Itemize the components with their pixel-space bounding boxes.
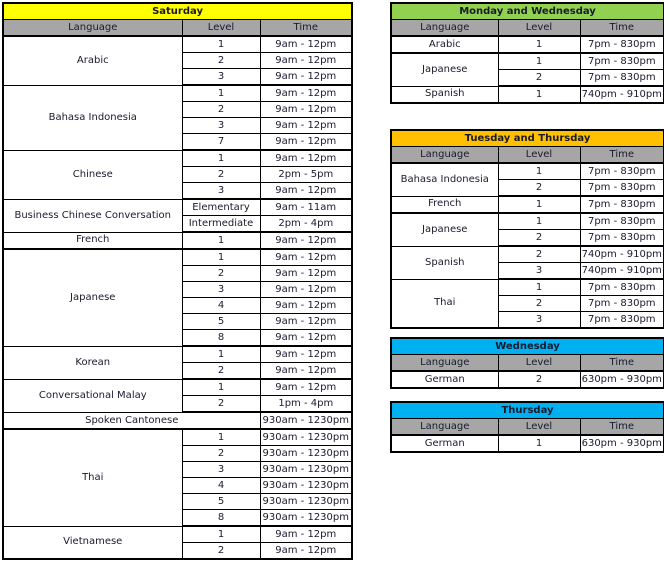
column-header-level: Level bbox=[498, 20, 580, 37]
column-header-language: Language bbox=[391, 355, 498, 372]
schedule-title: Wednesday bbox=[391, 338, 664, 355]
table-row bbox=[391, 435, 664, 452]
time-cell: 9am - 12pm bbox=[260, 314, 352, 330]
time-cell: 7pm - 830pm bbox=[580, 70, 664, 87]
level-cell: 3 bbox=[498, 263, 580, 280]
time-cell: 9am - 12pm bbox=[260, 150, 352, 167]
time-cell: 9am - 12pm bbox=[260, 53, 352, 69]
level-cell: 4 bbox=[182, 298, 260, 314]
level-cell: 1 bbox=[498, 279, 580, 296]
time-cell: 930am - 1230pm bbox=[260, 462, 352, 478]
level-cell: 1 bbox=[182, 85, 260, 102]
language-cell: French bbox=[3, 232, 182, 249]
level-cell: 2 bbox=[182, 446, 260, 462]
level-cell: 2 bbox=[182, 266, 260, 282]
level-cell: 3 bbox=[182, 118, 260, 134]
time-cell: 9am - 12pm bbox=[260, 134, 352, 151]
level-cell: Intermediate bbox=[182, 216, 260, 233]
language-cell: Korean bbox=[3, 346, 182, 379]
language-cell: Japanese bbox=[3, 249, 182, 346]
level-cell: 1 bbox=[182, 429, 260, 446]
level-cell: 2 bbox=[498, 246, 580, 263]
level-cell: 2 bbox=[498, 296, 580, 312]
time-cell: 9am - 12pm bbox=[260, 330, 352, 347]
time-cell: 9am - 12pm bbox=[260, 118, 352, 134]
table-row bbox=[391, 246, 664, 263]
level-cell: 2 bbox=[182, 53, 260, 69]
saturday-table bbox=[2, 2, 353, 560]
time-cell: 930am - 1230pm bbox=[260, 478, 352, 494]
level-cell: 1 bbox=[498, 36, 580, 53]
time-cell: 9am - 12pm bbox=[260, 232, 352, 249]
language-cell: French bbox=[391, 196, 498, 213]
time-cell: 9am - 12pm bbox=[260, 363, 352, 380]
time-cell: 9am - 12pm bbox=[260, 543, 352, 560]
title-row bbox=[3, 3, 352, 20]
time-cell: 9am - 12pm bbox=[260, 183, 352, 200]
monday-wednesday-table bbox=[390, 2, 664, 104]
language-cell: Japanese bbox=[391, 213, 498, 246]
level-cell: 2 bbox=[498, 371, 580, 388]
level-cell: 1 bbox=[182, 232, 260, 249]
level-cell: Elementary bbox=[182, 199, 260, 216]
language-cell: Chinese bbox=[3, 150, 182, 199]
table-row bbox=[3, 36, 352, 53]
column-header-level: Level bbox=[498, 147, 580, 164]
time-cell: 7pm - 830pm bbox=[580, 213, 664, 230]
language-cell: Thai bbox=[3, 429, 182, 526]
time-cell: 9am - 12pm bbox=[260, 298, 352, 314]
table-row bbox=[3, 526, 352, 543]
language-cell: Arabic bbox=[391, 36, 498, 53]
column-header-language: Language bbox=[391, 20, 498, 37]
language-cell: Spoken Cantonese bbox=[3, 412, 260, 429]
time-cell: 7pm - 830pm bbox=[580, 230, 664, 247]
table-row bbox=[391, 279, 664, 296]
time-cell: 7pm - 830pm bbox=[580, 180, 664, 197]
table-row bbox=[3, 412, 352, 429]
language-cell: Vietnamese bbox=[3, 526, 182, 559]
column-header-time: Time bbox=[580, 355, 664, 372]
time-cell: 630pm - 930pm bbox=[580, 435, 664, 452]
table-row bbox=[391, 196, 664, 213]
column-header-level: Level bbox=[498, 419, 580, 436]
level-cell: 2 bbox=[182, 102, 260, 118]
time-cell: 9am - 12pm bbox=[260, 346, 352, 363]
level-cell: 3 bbox=[498, 312, 580, 329]
title-row bbox=[391, 130, 664, 147]
time-cell: 740pm - 910pm bbox=[580, 246, 664, 263]
level-cell: 2 bbox=[182, 396, 260, 413]
column-header-time: Time bbox=[580, 147, 664, 164]
column-header-level: Level bbox=[182, 20, 260, 37]
column-header-time: Time bbox=[580, 419, 664, 436]
level-cell: 5 bbox=[182, 314, 260, 330]
level-cell: 2 bbox=[182, 363, 260, 380]
level-cell: 1 bbox=[182, 36, 260, 53]
column-header-row bbox=[391, 419, 664, 436]
level-cell: 8 bbox=[182, 330, 260, 347]
level-cell: 2 bbox=[182, 543, 260, 560]
language-cell: Japanese bbox=[391, 53, 498, 86]
language-cell: Spanish bbox=[391, 246, 498, 279]
level-cell: 1 bbox=[182, 526, 260, 543]
level-cell: 1 bbox=[498, 196, 580, 213]
time-cell: 930am - 1230pm bbox=[260, 429, 352, 446]
level-cell: 2 bbox=[498, 70, 580, 87]
level-cell: 2 bbox=[498, 230, 580, 247]
time-cell: 7pm - 830pm bbox=[580, 196, 664, 213]
time-cell: 930am - 1230pm bbox=[260, 510, 352, 527]
time-cell: 7pm - 830pm bbox=[580, 163, 664, 180]
table-row bbox=[3, 150, 352, 167]
time-cell: 7pm - 830pm bbox=[580, 53, 664, 70]
column-header-language: Language bbox=[391, 419, 498, 436]
language-cell: Arabic bbox=[3, 36, 182, 85]
time-cell: 930am - 1230pm bbox=[260, 412, 352, 429]
level-cell: 2 bbox=[498, 180, 580, 197]
time-cell: 7pm - 830pm bbox=[580, 312, 664, 329]
language-cell: German bbox=[391, 371, 498, 388]
table-row bbox=[3, 379, 352, 396]
level-cell: 2 bbox=[182, 167, 260, 183]
title-row bbox=[391, 338, 664, 355]
time-cell: 9am - 12pm bbox=[260, 249, 352, 266]
level-cell: 1 bbox=[498, 86, 580, 103]
level-cell: 7 bbox=[182, 134, 260, 151]
table-row bbox=[391, 163, 664, 180]
table-row bbox=[391, 213, 664, 230]
level-cell: 1 bbox=[182, 249, 260, 266]
table-row bbox=[391, 86, 664, 103]
schedule-title: Saturday bbox=[3, 3, 352, 20]
time-cell: 930am - 1230pm bbox=[260, 446, 352, 462]
column-header-time: Time bbox=[580, 20, 664, 37]
thursday-table bbox=[390, 401, 664, 453]
column-header-row bbox=[3, 20, 352, 37]
language-cell: Business Chinese Conversation bbox=[3, 199, 182, 232]
time-cell: 2pm - 5pm bbox=[260, 167, 352, 183]
table-row bbox=[391, 36, 664, 53]
time-cell: 9am - 12pm bbox=[260, 36, 352, 53]
time-cell: 1pm - 4pm bbox=[260, 396, 352, 413]
time-cell: 930am - 1230pm bbox=[260, 494, 352, 510]
level-cell: 3 bbox=[182, 69, 260, 86]
level-cell: 5 bbox=[182, 494, 260, 510]
level-cell: 1 bbox=[498, 435, 580, 452]
column-header-row bbox=[391, 147, 664, 164]
column-header-row bbox=[391, 20, 664, 37]
time-cell: 7pm - 830pm bbox=[580, 296, 664, 312]
tuesday-thursday-table bbox=[390, 129, 664, 329]
language-cell: Spanish bbox=[391, 86, 498, 103]
table-row bbox=[391, 371, 664, 388]
time-cell: 9am - 12pm bbox=[260, 266, 352, 282]
title-row bbox=[391, 402, 664, 419]
level-cell: 8 bbox=[182, 510, 260, 527]
language-cell: Bahasa Indonesia bbox=[391, 163, 498, 196]
schedule-title: Thursday bbox=[391, 402, 664, 419]
time-cell: 740pm - 910pm bbox=[580, 86, 664, 103]
table-row bbox=[3, 249, 352, 266]
table-row bbox=[3, 429, 352, 446]
column-header-level: Level bbox=[498, 355, 580, 372]
time-cell: 2pm - 4pm bbox=[260, 216, 352, 233]
time-cell: 9am - 12pm bbox=[260, 85, 352, 102]
column-header-language: Language bbox=[3, 20, 182, 37]
time-cell: 630pm - 930pm bbox=[580, 371, 664, 388]
time-cell: 9am - 12pm bbox=[260, 526, 352, 543]
level-cell: 3 bbox=[182, 282, 260, 298]
column-header-row bbox=[391, 355, 664, 372]
level-cell: 1 bbox=[498, 53, 580, 70]
column-header-time: Time bbox=[260, 20, 352, 37]
table-row bbox=[3, 346, 352, 363]
column-header-language: Language bbox=[391, 147, 498, 164]
level-cell: 1 bbox=[498, 213, 580, 230]
wednesday-table bbox=[390, 337, 664, 389]
level-cell: 1 bbox=[182, 150, 260, 167]
time-cell: 9am - 12pm bbox=[260, 102, 352, 118]
level-cell: 3 bbox=[182, 462, 260, 478]
level-cell: 1 bbox=[182, 379, 260, 396]
table-row bbox=[3, 199, 352, 216]
table-row bbox=[391, 53, 664, 70]
time-cell: 9am - 12pm bbox=[260, 282, 352, 298]
time-cell: 740pm - 910pm bbox=[580, 263, 664, 280]
table-row bbox=[3, 232, 352, 249]
schedule-title: Tuesday and Thursday bbox=[391, 130, 664, 147]
time-cell: 9am - 11am bbox=[260, 199, 352, 216]
title-row bbox=[391, 3, 664, 20]
time-cell: 7pm - 830pm bbox=[580, 279, 664, 296]
level-cell: 3 bbox=[182, 183, 260, 200]
time-cell: 9am - 12pm bbox=[260, 379, 352, 396]
table-row bbox=[3, 85, 352, 102]
schedule-title: Monday and Wednesday bbox=[391, 3, 664, 20]
level-cell: 4 bbox=[182, 478, 260, 494]
level-cell: 1 bbox=[182, 346, 260, 363]
language-cell: Conversational Malay bbox=[3, 379, 182, 412]
language-cell: German bbox=[391, 435, 498, 452]
level-cell: 1 bbox=[498, 163, 580, 180]
time-cell: 9am - 12pm bbox=[260, 69, 352, 86]
language-cell: Bahasa Indonesia bbox=[3, 85, 182, 150]
time-cell: 7pm - 830pm bbox=[580, 36, 664, 53]
language-cell: Thai bbox=[391, 279, 498, 328]
